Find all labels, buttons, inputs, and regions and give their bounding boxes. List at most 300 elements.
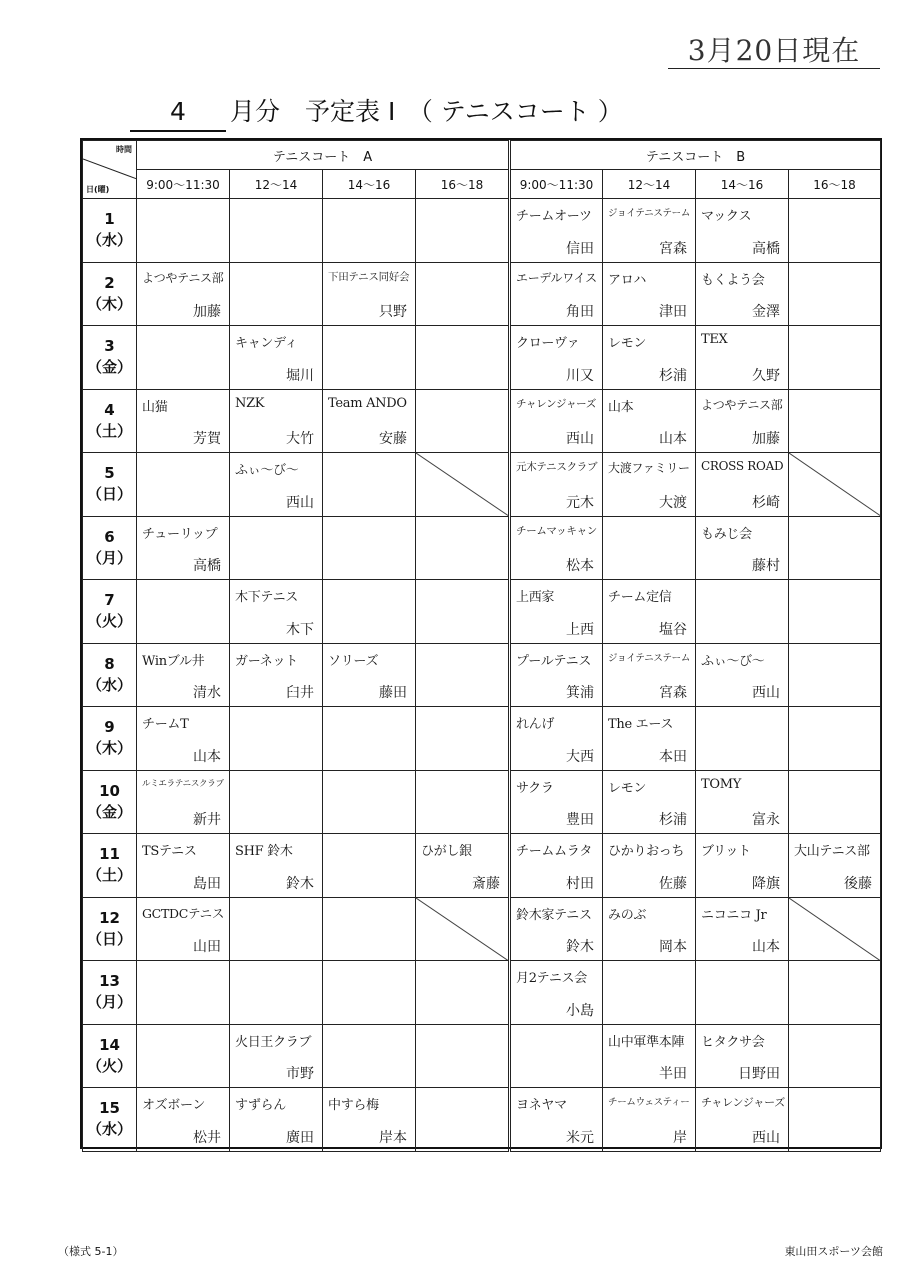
booking-cell — [510, 897, 603, 961]
booking-cell — [137, 1024, 230, 1088]
booking-cell — [510, 1088, 603, 1152]
representative-name: 堀川 — [286, 367, 314, 384]
booking-cell — [230, 199, 323, 263]
group-name: プールテニス — [516, 653, 592, 669]
booking-cell — [323, 1088, 416, 1152]
booking-cell — [789, 897, 881, 961]
booking-cell — [416, 326, 510, 390]
group-name: チャレンジャーズ — [516, 397, 597, 410]
booking-cell — [510, 961, 603, 1025]
booking-cell — [323, 707, 416, 771]
booking-cell — [696, 199, 789, 263]
day-number: 10 — [99, 781, 120, 800]
group-name: すずらん — [235, 1098, 286, 1113]
group-name: ふぃ～び～ — [235, 463, 299, 478]
representative-name: 松本 — [566, 558, 594, 574]
representative-name: 岸 — [673, 1129, 687, 1146]
booking-cell — [510, 516, 603, 580]
day-label — [83, 961, 137, 1025]
booking-cell — [230, 1088, 323, 1152]
group-name: Winブル井 — [142, 653, 205, 669]
booking-cell — [603, 199, 696, 263]
booking-cell — [603, 707, 696, 771]
group-name: 大山テニス部 — [794, 844, 870, 859]
day-number: 3 — [104, 337, 115, 356]
group-name: NZK — [235, 395, 265, 411]
weekday: （金） — [86, 358, 132, 377]
representative-name: 木下 — [286, 621, 314, 638]
booking-cell — [510, 1024, 603, 1088]
booking-cell — [603, 453, 696, 517]
booking-cell — [696, 1024, 789, 1088]
representative-name: 箕浦 — [566, 685, 594, 701]
day-row — [83, 453, 881, 517]
day-number: 9 — [104, 718, 115, 737]
booking-cell — [137, 1088, 230, 1152]
booking-cell — [696, 1088, 789, 1152]
booking-cell — [230, 707, 323, 771]
group-name: よつやテニス部 — [701, 397, 783, 412]
booking-cell — [603, 770, 696, 834]
schedule-sheet — [80, 138, 882, 1149]
booking-cell — [323, 961, 416, 1025]
day-label — [83, 453, 137, 517]
booking-cell — [603, 961, 696, 1025]
group-name: もみじ会 — [701, 526, 752, 542]
booking-cell — [137, 770, 230, 834]
booking-cell — [416, 707, 510, 771]
representative-name: 斎藤 — [472, 875, 500, 892]
weekday: （月） — [86, 993, 132, 1012]
representative-name: 山本 — [659, 431, 687, 447]
court-b-header: テニスコート B — [510, 141, 881, 170]
booking-cell — [510, 643, 603, 707]
weekday: （木） — [86, 739, 132, 758]
booking-cell — [789, 389, 881, 453]
representative-name: 廣田 — [286, 1129, 314, 1146]
day-label — [83, 1088, 137, 1152]
booking-cell — [603, 897, 696, 961]
day-row — [83, 516, 881, 580]
booking-cell — [696, 834, 789, 898]
booking-cell — [510, 580, 603, 644]
representative-name: 塩谷 — [659, 621, 687, 638]
corner-time-label: 時間 — [116, 145, 132, 154]
booking-cell — [137, 834, 230, 898]
representative-name: 松井 — [193, 1129, 221, 1146]
day-row — [83, 1088, 881, 1152]
day-number: 5 — [104, 464, 115, 483]
booking-cell — [696, 580, 789, 644]
unavailable-mark — [416, 453, 508, 516]
booking-cell — [510, 834, 603, 898]
representative-name: 西山 — [566, 431, 594, 447]
day-label — [83, 707, 137, 771]
booking-cell — [230, 770, 323, 834]
representative-name: 新井 — [193, 812, 221, 828]
representative-name: 杉崎 — [752, 494, 780, 511]
booking-cell — [137, 326, 230, 390]
booking-cell — [416, 643, 510, 707]
booking-cell — [323, 897, 416, 961]
group-name: CROSS ROAD — [701, 459, 784, 473]
group-name: アロハ — [608, 272, 647, 288]
booking-cell — [789, 1024, 881, 1088]
group-name: ふぃ～び～ — [701, 653, 765, 669]
title-text: 月分 予定表 Ⅰ （ テニスコート ） — [230, 97, 623, 126]
booking-cell — [789, 199, 881, 263]
day-label — [83, 897, 137, 961]
booking-cell — [137, 897, 230, 961]
weekday: （日） — [86, 485, 132, 504]
booking-cell — [789, 770, 881, 834]
weekday: （火） — [86, 612, 132, 631]
booking-cell — [416, 897, 510, 961]
booking-cell — [510, 707, 603, 771]
day-label — [83, 834, 137, 898]
booking-cell — [230, 453, 323, 517]
day-label — [83, 1024, 137, 1088]
day-number: 8 — [104, 654, 115, 673]
representative-name: 山田 — [193, 939, 221, 955]
booking-cell — [323, 770, 416, 834]
booking-cell — [510, 770, 603, 834]
representative-name: 米元 — [566, 1129, 594, 1146]
unavailable-mark — [416, 898, 508, 961]
booking-cell — [696, 897, 789, 961]
group-name: チューリップ — [142, 526, 218, 542]
unavailable-mark — [789, 453, 880, 516]
venue-name: 東山田スポーツ会館 — [784, 1245, 883, 1258]
group-name: TEX — [701, 332, 728, 347]
group-name: レモン — [608, 336, 647, 351]
booking-cell — [603, 326, 696, 390]
booking-cell — [137, 199, 230, 263]
booking-cell — [137, 643, 230, 707]
group-name: 山本 — [608, 399, 634, 415]
booking-cell — [137, 516, 230, 580]
representative-name: 杉浦 — [659, 812, 687, 828]
booking-cell — [230, 897, 323, 961]
booking-cell — [137, 707, 230, 771]
booking-cell — [510, 326, 603, 390]
booking-cell — [416, 199, 510, 263]
representative-name: 山本 — [752, 939, 780, 955]
group-name: ヨネヤマ — [516, 1098, 567, 1113]
booking-cell — [603, 516, 696, 580]
corner-day-label: 日(曜) — [86, 185, 110, 194]
booking-cell — [789, 1088, 881, 1152]
booking-cell — [696, 770, 789, 834]
as-of-date: 3月20日現在 — [668, 34, 880, 69]
group-name: 元木テニスクラブ — [516, 461, 598, 473]
group-name: 中すら梅 — [328, 1098, 379, 1113]
court-a-header: テニスコート A — [137, 141, 510, 170]
booking-cell — [137, 389, 230, 453]
booking-cell — [603, 643, 696, 707]
group-name: 月2テニス会 — [516, 971, 587, 986]
booking-cell — [230, 389, 323, 453]
day-number: 4 — [104, 400, 115, 419]
booking-cell — [789, 453, 881, 517]
day-label — [83, 770, 137, 834]
booking-cell — [696, 707, 789, 771]
time-slot-header: 16～18 — [789, 170, 881, 199]
weekday: （金） — [86, 802, 132, 821]
booking-cell — [137, 262, 230, 326]
representative-name: 西山 — [752, 685, 780, 701]
group-name: キャンディ — [235, 336, 298, 351]
representative-name: 川又 — [566, 367, 594, 384]
day-label — [83, 580, 137, 644]
representative-name: 宮森 — [659, 240, 687, 257]
representative-name: 元木 — [566, 494, 594, 511]
booking-cell — [696, 643, 789, 707]
booking-cell — [789, 834, 881, 898]
group-name: 山中軍準本陣 — [608, 1034, 685, 1050]
booking-cell — [416, 389, 510, 453]
representative-name: 只野 — [379, 304, 407, 320]
group-name: チーム定信 — [608, 590, 672, 605]
group-name: ひかりおっち — [608, 844, 685, 859]
representative-name: 久野 — [752, 367, 780, 384]
weekday: （水） — [86, 1120, 132, 1139]
group-name: オズボーン — [142, 1098, 206, 1113]
booking-cell — [323, 453, 416, 517]
day-number: 14 — [99, 1035, 120, 1054]
representative-name: 藤田 — [379, 685, 407, 701]
representative-name: 藤村 — [752, 558, 780, 574]
group-name: ニコニコ Jr — [701, 907, 767, 923]
booking-cell — [230, 580, 323, 644]
booking-cell — [323, 389, 416, 453]
day-row — [83, 770, 881, 834]
booking-cell — [789, 516, 881, 580]
representative-name: 清水 — [193, 685, 221, 701]
day-row — [83, 1024, 881, 1088]
group-name: チャレンジャーズ — [701, 1096, 785, 1109]
booking-cell — [416, 580, 510, 644]
representative-name: 西山 — [752, 1129, 780, 1146]
group-name: Team ANDO — [328, 395, 407, 411]
group-name: ひがし銀 — [421, 844, 472, 859]
group-name: チームウェスティー — [608, 1097, 690, 1108]
group-name: ヒタクサ会 — [701, 1034, 765, 1050]
day-number: 11 — [99, 845, 120, 864]
group-name: ブリット — [701, 844, 751, 859]
title-month: 4 — [130, 92, 226, 132]
group-name: 山猫 — [142, 399, 168, 415]
group-name: クローヴァ — [516, 336, 580, 351]
group-name: よつやテニス部 — [142, 270, 224, 285]
representative-name: 岡本 — [659, 939, 687, 955]
time-slot-header: 9:00～11:30 — [137, 170, 230, 199]
representative-name: 富永 — [752, 812, 780, 828]
representative-name: 上西 — [566, 621, 594, 638]
booking-cell — [323, 1024, 416, 1088]
group-name: みのぶ — [608, 907, 647, 923]
weekday: （日） — [86, 929, 132, 948]
booking-cell — [416, 262, 510, 326]
booking-cell — [696, 389, 789, 453]
group-name: 下田テニス同好会 — [328, 270, 410, 283]
booking-cell — [137, 453, 230, 517]
booking-cell — [416, 834, 510, 898]
group-name: 大渡ファミリー — [608, 461, 690, 475]
group-name: マックス — [701, 209, 752, 224]
booking-cell — [696, 961, 789, 1025]
day-row — [83, 580, 881, 644]
group-name: GCTDCテニス — [142, 905, 225, 921]
group-name: 木下テニス — [235, 590, 298, 605]
booking-cell — [603, 1024, 696, 1088]
day-row — [83, 961, 881, 1025]
group-name: The エース — [608, 717, 674, 732]
weekday: （土） — [86, 421, 132, 440]
booking-cell — [416, 770, 510, 834]
representative-name: 高橋 — [193, 558, 221, 574]
booking-cell — [416, 1024, 510, 1088]
header-corner — [83, 141, 137, 199]
booking-cell — [323, 326, 416, 390]
representative-name: 豊田 — [566, 812, 594, 828]
form-number: （様式 5-1） — [58, 1245, 124, 1258]
booking-cell — [230, 834, 323, 898]
booking-cell — [416, 516, 510, 580]
weekday: （水） — [86, 675, 132, 694]
booking-cell — [696, 453, 789, 517]
booking-cell — [696, 262, 789, 326]
representative-name: 加藤 — [752, 431, 780, 447]
day-label — [83, 643, 137, 707]
representative-name: 臼井 — [286, 685, 314, 701]
representative-name: 佐藤 — [659, 875, 687, 892]
representative-name: 村田 — [566, 875, 594, 892]
representative-name: 鈴木 — [286, 875, 314, 892]
representative-name: 角田 — [566, 304, 594, 320]
representative-name: 大西 — [566, 748, 594, 765]
booking-cell — [696, 516, 789, 580]
booking-cell — [789, 707, 881, 771]
group-name: チームマッキャン — [516, 524, 597, 537]
booking-cell — [696, 326, 789, 390]
representative-name: 岸本 — [379, 1129, 407, 1146]
booking-cell — [416, 1088, 510, 1152]
booking-cell — [603, 580, 696, 644]
booking-cell — [789, 326, 881, 390]
booking-cell — [230, 961, 323, 1025]
group-name: 鈴木家テニス — [516, 907, 592, 923]
representative-name: 降旗 — [752, 875, 780, 892]
day-label — [83, 389, 137, 453]
time-slot-header: 9:00～11:30 — [510, 170, 603, 199]
day-label — [83, 326, 137, 390]
booking-cell — [603, 389, 696, 453]
time-slot-header: 12～14 — [603, 170, 696, 199]
day-row — [83, 389, 881, 453]
group-name: チームT — [142, 717, 189, 732]
time-slot-header: 16～18 — [416, 170, 510, 199]
day-number: 12 — [99, 908, 120, 927]
representative-name: 半田 — [659, 1066, 687, 1082]
group-name: ルミエラテニスクラブ — [142, 778, 224, 789]
representative-name: 西山 — [286, 494, 314, 511]
representative-name: 日野田 — [738, 1066, 780, 1082]
day-row — [83, 326, 881, 390]
booking-cell — [137, 580, 230, 644]
booking-cell — [323, 580, 416, 644]
booking-cell — [789, 643, 881, 707]
group-name: もくよう会 — [701, 272, 765, 288]
booking-cell — [603, 262, 696, 326]
representative-name: 大竹 — [286, 431, 314, 447]
day-label — [83, 516, 137, 580]
booking-cell — [323, 834, 416, 898]
day-number: 15 — [99, 1099, 120, 1118]
representative-name: 津田 — [659, 304, 687, 320]
representative-name: 山本 — [193, 748, 221, 765]
weekday: （土） — [86, 866, 132, 885]
representative-name: 大渡 — [659, 494, 687, 511]
day-row — [83, 643, 881, 707]
representative-name: 小島 — [566, 1002, 594, 1019]
representative-name: 鈴木 — [566, 939, 594, 955]
representative-name: 島田 — [193, 875, 221, 892]
time-slot-header: 12～14 — [230, 170, 323, 199]
booking-cell — [510, 453, 603, 517]
page-title — [130, 92, 750, 132]
booking-cell — [230, 262, 323, 326]
day-number: 2 — [104, 273, 115, 292]
day-number: 1 — [104, 210, 115, 229]
group-name: ガーネット — [235, 653, 298, 669]
representative-name: 杉浦 — [659, 367, 687, 384]
weekday: （木） — [86, 294, 132, 313]
day-number: 6 — [104, 527, 115, 546]
representative-name: 本田 — [659, 748, 687, 765]
booking-cell — [230, 1024, 323, 1088]
booking-cell — [510, 199, 603, 263]
booking-cell — [323, 643, 416, 707]
group-name: サクラ — [516, 780, 554, 796]
group-name: 火日王クラブ — [235, 1034, 312, 1050]
booking-cell — [603, 1088, 696, 1152]
booking-cell — [323, 262, 416, 326]
representative-name: 安藤 — [379, 431, 407, 447]
group-name: TOMY — [701, 776, 742, 792]
booking-cell — [230, 516, 323, 580]
booking-cell — [137, 961, 230, 1025]
representative-name: 芳賀 — [193, 431, 221, 447]
representative-name: 後藤 — [844, 875, 873, 892]
weekday: （水） — [86, 231, 132, 250]
group-name: エーデルワイス — [516, 270, 597, 285]
booking-cell — [603, 834, 696, 898]
booking-cell — [416, 961, 510, 1025]
group-name: レモン — [608, 780, 647, 796]
representative-name: 高橋 — [752, 240, 780, 257]
booking-cell — [789, 961, 881, 1025]
group-name: TSテニス — [142, 844, 197, 859]
representative-name: 加藤 — [193, 304, 221, 320]
weekday: （月） — [86, 548, 132, 567]
group-name: SHF 鈴木 — [235, 844, 293, 859]
representative-name: 金澤 — [752, 304, 780, 320]
group-name: チームムラタ — [516, 844, 593, 859]
day-label — [83, 262, 137, 326]
group-name: チームオーツ — [516, 209, 592, 224]
booking-cell — [789, 580, 881, 644]
